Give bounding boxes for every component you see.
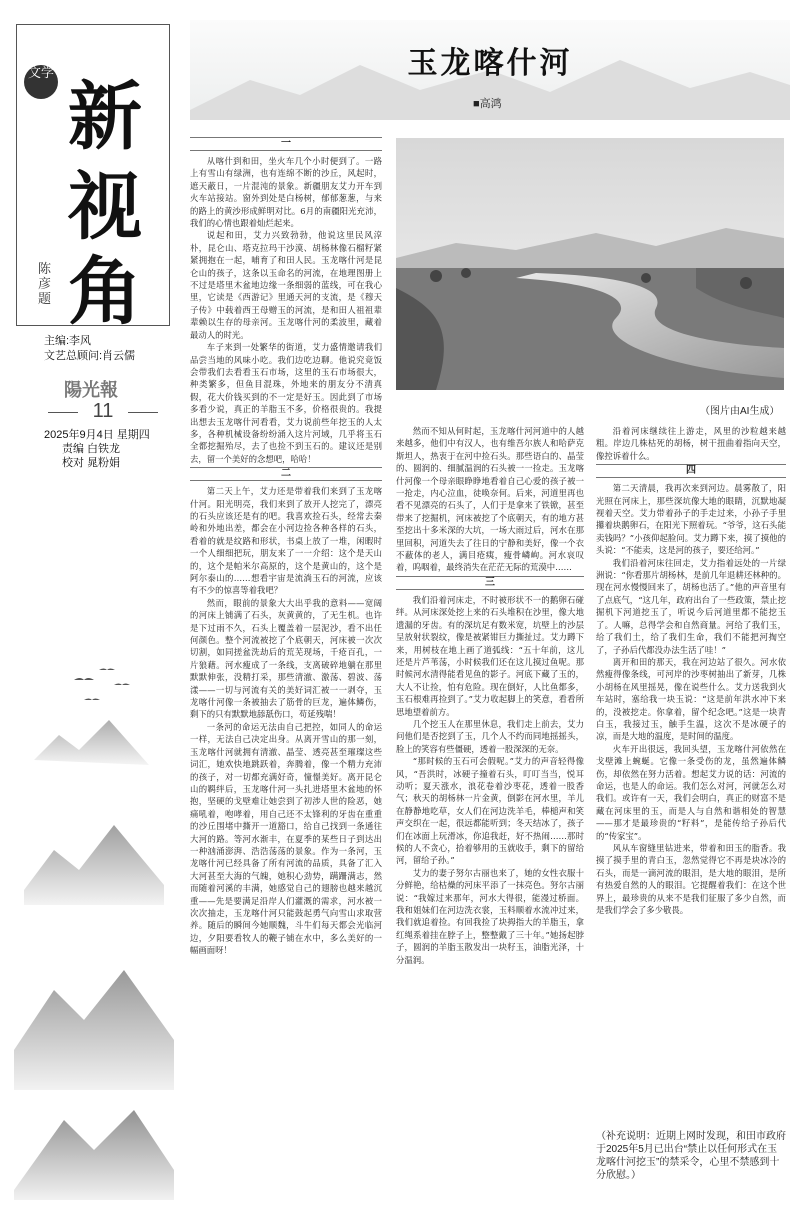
paragraph: 一条河的命运无法由自己把控，如同人的命运一样，无法自己决定出身。从离开雪山的那一刻，玉龙喀什河就拥有清澈、晶莹、透亮甚至璀璨这些词汇，她欢快地跳跃着，奔腾着，像一个精力充沛的孩子，对一切都充满好奇，憧憬美好。离开昆仑山的羁绊后，玉龙喀什河一头扎进塔里木盆地的怀抱，坚硬的戈壁难让她尝到了初涉人世的险恶，她痛吼着，咆哮着，用自己还不太锋利的牙齿在重重的沙丘围堵中撕开一道豁口，给自己找到一条通往大河的路。等河水渐丰，在夏季的某些日子到达出一种汹涌澎湃、浩浩荡荡的景象。作为一条河，玉龙喀什河已经具备了所有河流的品质，具备了汇入大河甚至大海的气魄，她积心劲势，蹒跚满志，然而随着河溪的丰满，她感觉自己的翅膀也越来越沉重——先是要满足沿岸人们灌溉的需求，河水被一次次抽走，玉龙喀什河只能鼓起勇气向雪山求取营养。随后的瞬间今她顺魏，斗牛们每天都会光临河边，夕阳要看牧人的鞭子铺在水中，多么美好的一幅画面呀！ xyxy=(190,721,382,956)
text-column-1 xyxy=(190,135,382,1195)
supplementary-note-box xyxy=(596,1128,786,1192)
brand-char-1: 新 xyxy=(68,74,142,160)
text-column-2 xyxy=(396,425,584,1195)
paragraph: 然而不知从何时起，玉龙喀什河河道中的人越来越多，他们中有汉人，也有维吾尔族人和哈萨克斯坦人，热衷于在河中捡石头。那些语白的、晶莹的、圆润的、细腻温润的石头被一一捡走。玉龙喀什河像一个母亲眼睁睁地看着自己心爱的孩子被一一抢走，内心泣血，徒唤奈何。后来，河道里再也看不见漂亮的石头了，人们于是拿来了铁锨，甚至带来了挖掘机，河床被挖了个底朝天，有的地方甚至挖出十多米深的大坑，一场大雨过后，河水在那里回积，河道失去了往日的宁静和美好，像一个衣不蔽体的老人，满目疮痍，瘦骨嶙峋。河水哀叹着，呜咽着，最终消失在茫茫无际的荒漠中…… xyxy=(396,426,584,573)
article-title: 玉龙喀什河 xyxy=(407,46,573,81)
consultant-line: 文艺总顾问:肖云儒 xyxy=(44,350,136,362)
section-heading: 一 xyxy=(190,137,382,151)
brand-char-2: 视 xyxy=(68,164,142,250)
paragraph: 离开和田的那天，我在河边站了很久。河水依然瘦得像条线，可河岸的沙枣树抽出了新芽，几株小胡杨在风里摇晃，像在说些什么。艾力送我到火车站时，塞给我一块玉说：“这是前年洪水冲下来的，没被挖走。你拿着，留个纪念吧。”这是一块青白玉，我接过玉，触手生温，这次不是冰硬子的凉，而是大地的温度，是时间的温度。 xyxy=(596,656,786,742)
paragraph: 沿着河床继续往上游走，风里的沙粒越来越粗。岸边几株枯死的胡杨，树干扭曲着指向天空，像控诉着什么。 xyxy=(596,426,786,461)
proofreader: 校对 晁粉娟 xyxy=(62,457,121,469)
supplementary-note: （补充说明：近期上网时发现，和田市政府于2025年5月已出台“禁止以任何形式在玉龙喀什河挖玉”的禁采令，心里不禁感到十分欣慰。） xyxy=(596,1131,786,1181)
text-column-3 xyxy=(596,425,786,1195)
editor-line: 主编:李风 xyxy=(44,335,92,347)
paragraph: 风从车窗缝里钻进来，带着和田玉的脂香。我摸了摸手里的青白玉，忽然觉得它不再是块冰冷的石头，而是一滴河流的眼泪，是大地的眼泪，是所有热爱自然的人的眼泪。它提醒着我们：在这个世界上，最珍贵的从来不是我们征服了多少自然，而是我们学会了多少敬畏。 xyxy=(596,843,786,916)
paragraph: 第二天清晨，我再次来到河边。晨雾散了，阳光照在河床上，那些深坑像大地的眼睛，沉默地凝视着天空。艾力带着孙子的手走过来，小孙子手里攥着块鹅卵石，在阳光下照着玩。“爷爷，这石头能卖钱吗？”小孩仰起脸问。艾力蹲下来，摸了摸他的头说：“不能卖，这是河的孩子，要还给河。” xyxy=(596,483,786,556)
layout-editor: 责编 白铁龙 xyxy=(62,443,121,455)
photo-caption: （图片由AI生成） xyxy=(700,406,780,417)
paragraph: 几个挖玉人在那里休息，我们走上前去，艾力问他们是否挖到了玉，几个人不约而同地摇摇头，脸上的笑容有些僵硬，透着一股深深的无奈。 xyxy=(396,718,584,754)
paragraph: 从喀什到和田，坐火车几个小时便到了。一路上有雪山有绿洲，也有连绵不断的沙丘，风起时，遮天蔽日，一片混沌的景象。新疆朋友艾力开车到火车站接站。窗外到处是白杨树，郁郁葱葱，与来的路上的黄沙形成鲜明对比。6月的南疆阳光充沛，我们的心情也跟着灿烂起来。 xyxy=(190,156,382,229)
paragraph: 第二天上午，艾力还是带着我们来到了玉龙喀什河。阳光明亮，我们来到了放开人挖完了，漂亮的石头应该还是有的吧。我喜欢捡石头，经常去秦岭和外地出差，都会在小河边捡各种各样的石头，看着的就是纹路和形状，书桌上放了一堆，闲暇时一个人细细把玩，朋友来了一一介绍：这个是天山的，这个是帕米尔高原的，这个是黄山的，这个是阿尔泰山的……想看宇宙是流淌玉石的河流，应该有不少的惊喜等着我吧？ xyxy=(190,486,382,596)
section-heading: 四 xyxy=(596,464,786,478)
newspaper-name: 陽光報 xyxy=(64,380,118,401)
paragraph: 然而，眼前的景象大大出乎我的意料——宽阔的河床上铺满了石头，灰黄黄的，了无生机。也许是下过雨不久，石头上覆盖着一层泥沙，看不出任何颜色。整个河流被挖了个底朝天，河床被一次次切割，如同搓盆洗劫后的荒芜现场，千疮百孔，一片狼藉。河水瘦成了一条线，支离破碎地躺在那里默默伸张，没精打采，那些清澈、激荡、碧波、荡漾——一切与河流有关的美好词汇被一一剥夺，玉龙喀什河像一条被抽去了筋骨的巨龙，遍体鳞伤，剩下的只有默默地舔舐伤口，苟延残喘！ xyxy=(190,597,382,720)
paragraph: 我们沿着河床走，不时被形状不一的鹅卵石碰绊。从河床深处挖上来的石头堆积在沙里，像大地遗漏的牙齿。有的深坑足有数米宽，坑壁上的沙层呈放射状裂纹，像是被紧钳巨力撕扯过。艾力蹲下来，用树枝在地上画了道弧线：“五十年前，这儿还是片芦苇荡，小时候我们还在这儿摸过鱼呢。那时候河水清得能看见鱼的影子。河底下藏了玉的，大人不让捡，怕有危险。现在倒好，人比鱼都多，玉石根难再捡到了。”艾力收起脚上的笑意，看看所思地望着前方。 xyxy=(396,594,584,717)
paragraph: 艾力的妻子努尔古丽也来了，她的女性衣服十分鲜艳，给枯燥的河床平添了一抹亮色。努尔古丽说：“我嫁过来那年，河水大得很，能漫过桥面。我和姐妹们在河边洗衣裳，玉料顺着水流冲过来，我们就追着捡。有回我捡了块拇指大的羊脂玉，拿红绳系着挂在脖子上，整整戴了三十年。”她扬起脖子，圆润的羊脂玉散发出一块籽玉，油脂光泽，十分温润。 xyxy=(396,867,584,965)
page-number: 11 xyxy=(48,400,158,423)
paragraph: “那时候的玉石可会假呢。”艾力的声音轻得像风，“吾洪时，冰硬子撞着石头，叮叮当当，悦耳动听；夏天涨水，浪花卷着沙枣花，透着一股香气；秋天的胡杨林一片金黄，倒影在河水里，羊儿在静静地吃草，女人们在河边洗羊毛，棒槌声和笑声交织在一起，很远都能听到；冬天结冰了，孩子们在冰面上玩滑冰，你追我赶，好不热闹……那时候的人不贪心，拾着够用的玉就收手，剩下的留给河，留给子孙。” xyxy=(396,756,584,866)
calligrapher-signature: 陈彦题 xyxy=(38,262,52,307)
article-author: ■高鸿 xyxy=(473,98,502,110)
column-badge: 文学 xyxy=(24,65,58,99)
section-heading: 三 xyxy=(396,576,584,590)
section-heading: 二 xyxy=(190,467,382,481)
brand-char-3: 角 xyxy=(68,249,142,335)
paragraph: 说起和田，艾力兴致勃勃，他说这里民风淳朴，昆仑山、塔克拉玛干沙漠、胡杨林像石榴籽紧紧拥抱在一起，哺育了和田人民。玉龙喀什河是昆仑山的孩子，这条以玉命名的河流，在地理图册上不过是塔里木盆地边缘一条细弱的蓝线，可在我心里，它读是《西游记》里通天河的支流，是《穆天子传》中载着西王母赠玉的河流，是和田人祖祖辈辈赖以生存的母亲河。玉龙喀什河的柔波里，藏着最动人的时光。 xyxy=(190,230,382,340)
paragraph: 我们沿着河床往回走，艾力指着远处的一片绿洲说：“你看那片胡杨林，是前几年退耕还林种的。现在河水慢慢回来了，胡杨也活了。”他的声音里有了点底气，“这几年，政府出台了一些政策，禁止挖掘机下河道挖玉了，听说今后河道里都不能挖玉了。人嘛，总得学会和自然商量。河给了我们玉，给了我们土，给了我们生命，我们不能把河掏空了，子孙后代都没办法生活了哇！” xyxy=(596,557,786,655)
river-landscape-photo xyxy=(396,138,784,390)
birds-icon xyxy=(74,669,130,701)
paragraph: 车子来到一处繁华的街道，艾力盛情邀请我们品尝当地的风味小吃。我们边吃边聊。他说究竟饭会带我们去看看玉石市场，这里的玉石市场很大，种类繁多，但鱼目混珠，外地来的朋友分不清真假，花大价钱买到的不一定是好玉。因此到了市场多看少说，真正的羊脂玉不多，价格很贵的。我提出想去玉龙喀什河看看，艾力说前些年挖玉的人太多，各种机械设备纷纷涌入这片河域，几乎将玉石全都挖掘殆尽，去了也捡不到玉石的。建议还是别去，留一个美好的念想吧，哈哈！ xyxy=(190,342,382,464)
paragraph: 火车开出很远，我回头望，玉龙喀什河依然在戈壁滩上蜿蜒。它像一条受伤的龙，虽然遍体鳞伤，却依然在努力活着。想起艾力说的话：河流的命运，也是人的命运。我们怎么对河，河就怎么对我们。或许有一天，我们会明白，真正的财富不是藏在河床里的玉，而是人与自然和谐相处的智慧——那才是最珍贵的“籽料”，是能传给子孙后代的“传家宝”。 xyxy=(596,743,786,841)
issue-date: 2025年9月4日 星期四 xyxy=(44,429,150,441)
